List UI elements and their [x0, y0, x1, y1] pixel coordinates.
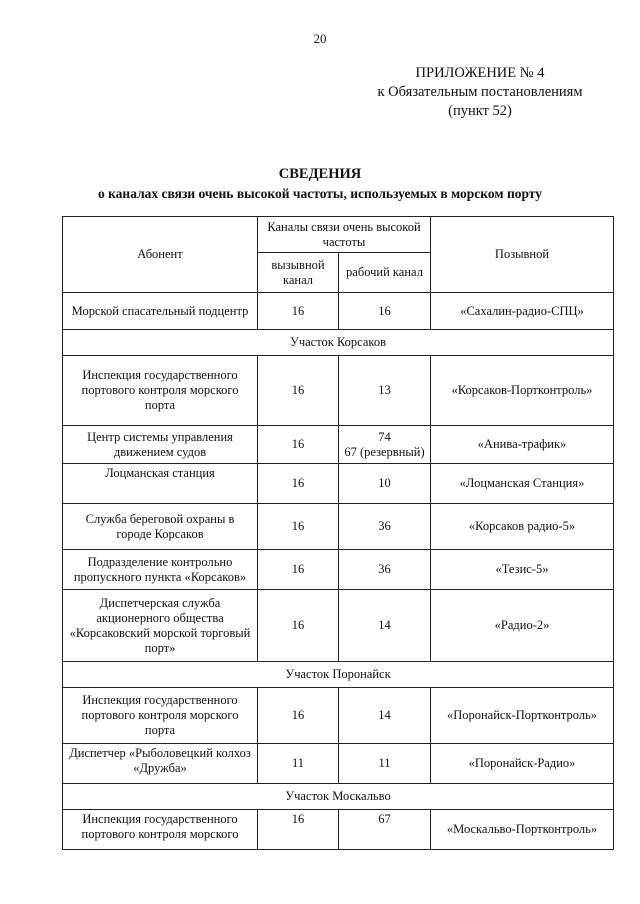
subscriber-cell: Диспетчерская служба акционерного общества «Корсаковский морской торговый порт»	[63, 590, 258, 662]
working-channel-cell: 10	[339, 464, 431, 504]
section-title: Участок Корсаков	[63, 330, 614, 356]
call-sign-cell: «Москальво-Портконтроль»	[431, 810, 614, 850]
working-channel-cell	[339, 426, 431, 464]
heading-subtitle: о каналах связи очень высокой частоты, используемых в морском порту	[97, 186, 543, 201]
section-title: Участок Москальво	[63, 784, 614, 810]
table-row	[63, 810, 614, 850]
subscriber-cell: Инспекция государственного портового контроля морского	[63, 810, 258, 850]
call-sign-cell: «Корсаков радио-5»	[431, 504, 614, 550]
working-channel-cell: 11	[339, 744, 431, 784]
call-sign-cell: «Поронайск-Радио»	[431, 744, 614, 784]
call-sign-cell: «Радио-2»	[431, 590, 614, 662]
table-body	[63, 293, 614, 850]
calling-channel-cell: 16	[258, 356, 339, 426]
table-row	[63, 688, 614, 744]
call-sign-cell: «Анива-трафик»	[431, 426, 614, 464]
page-bottom-mask	[62, 852, 613, 904]
table-row	[63, 744, 614, 784]
header-calling-channel: вызывной канал	[258, 253, 339, 293]
table-row	[63, 293, 614, 330]
subscriber-cell: Подразделение контрольно пропускного пункта «Корсаков»	[63, 550, 258, 590]
appendix-clause: (пункт 52)	[448, 103, 512, 119]
call-sign-cell: «Лоцманская Станция»	[431, 464, 614, 504]
document-heading	[0, 164, 640, 204]
table-row	[63, 464, 614, 504]
working-channel-cell: 36	[339, 504, 431, 550]
working-channel-primary: 74	[378, 429, 391, 444]
header-working-channel: рабочий канал	[339, 253, 431, 293]
appendix-title: ПРИЛОЖЕНИЕ № 4	[415, 65, 545, 81]
call-sign-cell: «Тезис-5»	[431, 550, 614, 590]
calling-channel-cell: 16	[258, 464, 339, 504]
call-sign-cell: «Сахалин-радио-СПЦ»	[431, 293, 614, 330]
section-row	[63, 784, 614, 810]
section-row	[63, 330, 614, 356]
subscriber-cell: Инспекция государственного портового контроля морского порта	[63, 356, 258, 426]
calling-channel-cell: 16	[258, 810, 339, 850]
working-channel-reserve: 67 (резервный)	[344, 444, 425, 459]
call-sign-cell: «Корсаков-Портконтроль»	[431, 356, 614, 426]
working-channel-cell: 14	[339, 688, 431, 744]
subscriber-cell: Инспекция государственного портового контроля морского порта	[63, 688, 258, 744]
subscriber-cell: Морской спасательный подцентр	[63, 293, 258, 330]
page-number: 20	[313, 31, 327, 46]
table-row	[63, 356, 614, 426]
working-channel-cell: 13	[339, 356, 431, 426]
calling-channel-cell: 11	[258, 744, 339, 784]
calling-channel-cell: 16	[258, 293, 339, 330]
calling-channel-cell: 16	[258, 426, 339, 464]
header-call-sign: Позывной	[431, 217, 614, 293]
section-row	[63, 662, 614, 688]
subscriber-cell: Центр системы управления движением судов	[63, 426, 258, 464]
section-title: Участок Поронайск	[63, 662, 614, 688]
call-sign-cell: «Поронайск-Портконтроль»	[431, 688, 614, 744]
channels-table	[62, 216, 614, 850]
appendix-block	[360, 64, 600, 121]
subscriber-cell: Лоцманская станция	[63, 464, 258, 504]
working-channel-cell: 16	[339, 293, 431, 330]
subscriber-cell: Диспетчер «Рыболовецкий колхоз «Дружба»	[63, 744, 258, 784]
appendix-reference: к Обязательным постановлениям	[377, 84, 583, 100]
calling-channel-cell: 16	[258, 550, 339, 590]
calling-channel-cell: 16	[258, 590, 339, 662]
working-channel-cell: 14	[339, 590, 431, 662]
calling-channel-cell: 16	[258, 688, 339, 744]
table-row	[63, 504, 614, 550]
header-subscriber: Абонент	[63, 217, 258, 293]
table-row	[63, 550, 614, 590]
working-channel-cell: 36	[339, 550, 431, 590]
calling-channel-cell: 16	[258, 504, 339, 550]
subscriber-cell: Служба береговой охраны в городе Корсаков	[63, 504, 258, 550]
header-channels-group: Каналы связи очень высокой частоты	[258, 217, 431, 253]
heading-title: СВЕДЕНИЯ	[278, 166, 362, 182]
working-channel-cell: 67	[339, 810, 431, 850]
table-row	[63, 426, 614, 464]
table-row	[63, 590, 614, 662]
